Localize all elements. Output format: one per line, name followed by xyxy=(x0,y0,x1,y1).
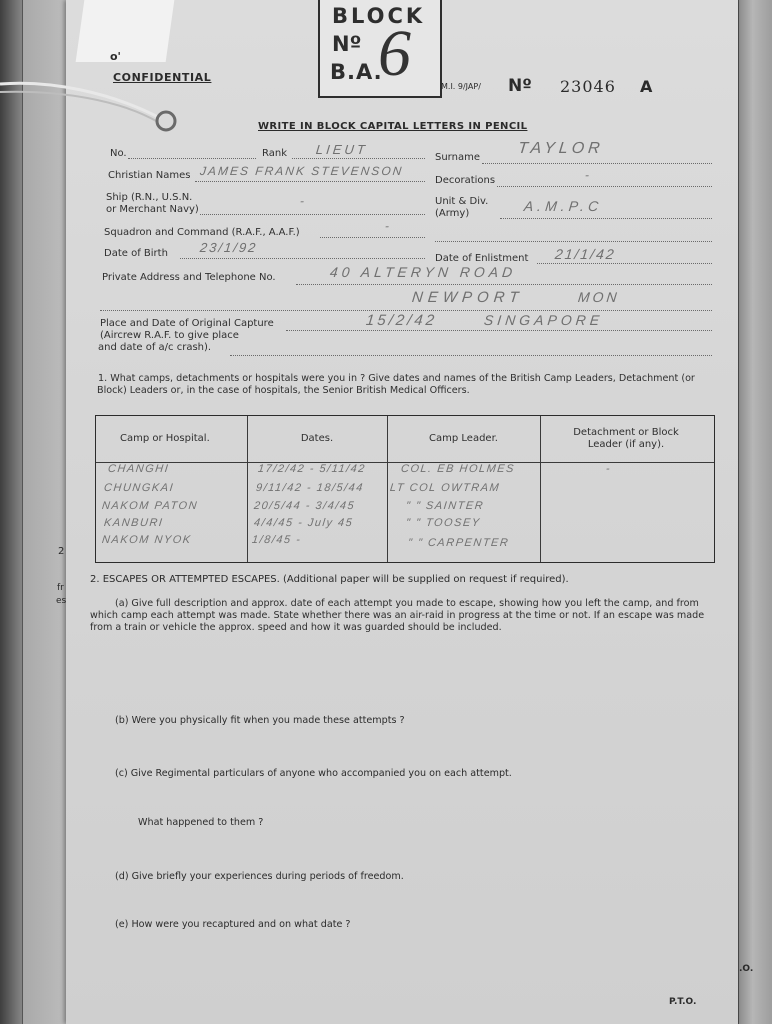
address-value-line3: MON xyxy=(577,289,621,305)
table-cell-dates: 1/8/45 - xyxy=(251,534,302,546)
margin-fragment-text: es xyxy=(56,596,67,606)
unit-label: Unit & Div. xyxy=(435,196,489,207)
ship-field-line xyxy=(200,214,425,215)
paper-corner xyxy=(76,0,175,62)
corner-fragment: o' xyxy=(110,50,121,63)
decorations-value: - xyxy=(584,168,592,182)
enlistment-value: 21/1/42 xyxy=(554,246,617,262)
capture-place-value: SINGAPORE xyxy=(483,312,605,328)
ship-value: - xyxy=(299,194,307,208)
surname-value: TAYLOR xyxy=(517,140,605,157)
table-cell-leader: LT COL OWTRAM xyxy=(389,482,501,494)
serial-number: 23046 xyxy=(560,77,616,96)
eyelet-icon xyxy=(157,112,175,130)
serial-suffix: A xyxy=(640,77,653,96)
unit-value: A.M.P.C xyxy=(523,198,604,214)
table-cell-dates: 20/5/44 - 3/4/45 xyxy=(253,500,356,512)
enlistment-label: Date of Enlistment xyxy=(435,253,529,264)
rank-value: LIEUT xyxy=(315,142,369,157)
question-2c-followup: What happened to them ? xyxy=(138,817,264,828)
margin-fragment-number: 2 xyxy=(58,546,65,557)
dob-label: Date of Birth xyxy=(104,248,168,259)
stamp-no-label: Nº xyxy=(332,32,362,56)
table-cell-leader: COL. EB HOLMES xyxy=(400,463,516,475)
surname-field-line xyxy=(482,163,712,164)
capture-field-line-2 xyxy=(230,355,712,356)
table-cell-camp: CHUNGKAI xyxy=(103,482,175,494)
instruction-heading: WRITE IN BLOCK CAPITAL LETTERS IN PENCIL xyxy=(258,121,528,132)
question-1: 1. What camps, detachments or hospitals were you in ? Give dates and names of the British Camp Leaders, Detachment (or Block) Leaders or, in the case of hospitals, the Senior British Medical Officers. xyxy=(97,373,695,396)
dob-field-line xyxy=(180,258,425,259)
question-2a: (a) Give full description and approx. date of each attempt you made to escape, showing how you left the camp, and from which camp each attempt was made. State whether there was an air-raid in progress at the time or not. If an escape was made from a train or vehicle the approx. speed and how it was guarded should be included. xyxy=(90,598,705,633)
table-cell-dates: 9/11/42 - 18/5/44 xyxy=(255,482,365,494)
stamp-ba-label: B.A. xyxy=(330,60,383,84)
stamp-block-number: 6 xyxy=(378,17,411,90)
camps-table xyxy=(95,415,715,563)
squadron-field-line xyxy=(320,237,425,238)
dob-value: 23/1/92 xyxy=(199,240,259,255)
capture-label-line2: (Aircrew R.A.F. to give place xyxy=(100,330,239,341)
no-label: No. xyxy=(110,148,127,159)
capture-date-value: 15/2/42 xyxy=(365,312,438,329)
capture-label-line3: and date of a/c crash). xyxy=(98,342,212,353)
ship-label: Ship (R.N., U.S.N. xyxy=(106,192,193,203)
margin-fragment-text: fr xyxy=(57,583,64,593)
question-2c: (c) Give Regimental particulars of anyone who accompanied you on each attempt. xyxy=(115,768,512,779)
no-field-line xyxy=(128,158,256,159)
table-cell-dates: 4/4/45 - July 45 xyxy=(253,517,354,529)
enlistment-field-line xyxy=(537,263,712,264)
table-cell-camp: NAKOM PATON xyxy=(101,500,199,512)
rank-label: Rank xyxy=(262,148,287,159)
ship-label-line2: or Merchant Navy) xyxy=(106,204,199,215)
squadron-label: Squadron and Command (R.A.F., A.A.F.) xyxy=(104,227,300,238)
address-value-line1: 40 ALTERYN ROAD xyxy=(329,264,518,280)
question-2e: (e) How were you recaptured and on what date ? xyxy=(115,919,351,930)
stamp-block-label: BLOCK xyxy=(332,4,426,28)
serial-no-label: Nº xyxy=(508,76,532,96)
question-2-heading: 2. ESCAPES OR ATTEMPTED ESCAPES. (Additional paper will be supplied on request if required). xyxy=(90,574,569,585)
table-cell-leader: " " TOOSEY xyxy=(405,517,482,529)
decorations-label: Decorations xyxy=(435,175,496,186)
question-2d: (d) Give briefly your experiences during periods of freedom. xyxy=(115,871,404,882)
address-field-line-2 xyxy=(100,310,712,311)
please-turn-over: P.T.O. xyxy=(669,997,697,1007)
christian-names-label: Christian Names xyxy=(108,170,191,181)
table-cell-leader: " " SAINTER xyxy=(405,500,485,512)
table-cell-dates: 17/2/42 - 5/11/42 xyxy=(257,463,367,475)
address-field-line xyxy=(296,284,712,285)
table-cell-camp: NAKOM NYOK xyxy=(101,534,193,546)
table-header-camp: Camp or Hospital. xyxy=(120,433,210,444)
reference-code: M.I. 9/JAP/ xyxy=(441,82,481,91)
capture-field-line xyxy=(286,330,712,331)
christian-names-value: JAMES FRANK STEVENSON xyxy=(199,164,405,178)
question-2b: (b) Were you physically fit when you made these attempts ? xyxy=(115,715,405,726)
decorations-field-line xyxy=(497,186,712,187)
christian-names-field-line xyxy=(195,181,425,182)
address-label: Private Address and Telephone No. xyxy=(102,272,276,283)
table-cell-leader: " " CARPENTER xyxy=(407,537,510,549)
rank-field-line xyxy=(292,158,425,159)
table-header-detachment-leader: Detachment or Block Leader (if any). xyxy=(573,427,679,450)
confidential-label: CONFIDENTIAL xyxy=(113,71,212,84)
unit-field-line xyxy=(500,218,712,219)
address-value-line2: NEWPORT xyxy=(411,289,525,306)
blank-field-line xyxy=(435,241,712,242)
table-cell-camp: CHANGHI xyxy=(107,463,170,475)
table-cell-detachment: - xyxy=(605,463,612,475)
block-stamp xyxy=(318,0,442,98)
margin-fragment-right: .O. xyxy=(739,964,754,974)
table-header-dates: Dates. xyxy=(300,433,334,444)
surname-label: Surname xyxy=(435,152,480,163)
underlying-sheet-right xyxy=(738,0,772,1024)
table-divider xyxy=(540,416,541,562)
capture-label: Place and Date of Original Capture xyxy=(100,318,274,329)
table-cell-camp: KANBURI xyxy=(103,517,165,529)
unit-label-line2: (Army) xyxy=(435,208,470,219)
squadron-value: - xyxy=(384,219,392,233)
table-header-camp-leader: Camp Leader. xyxy=(429,433,498,444)
